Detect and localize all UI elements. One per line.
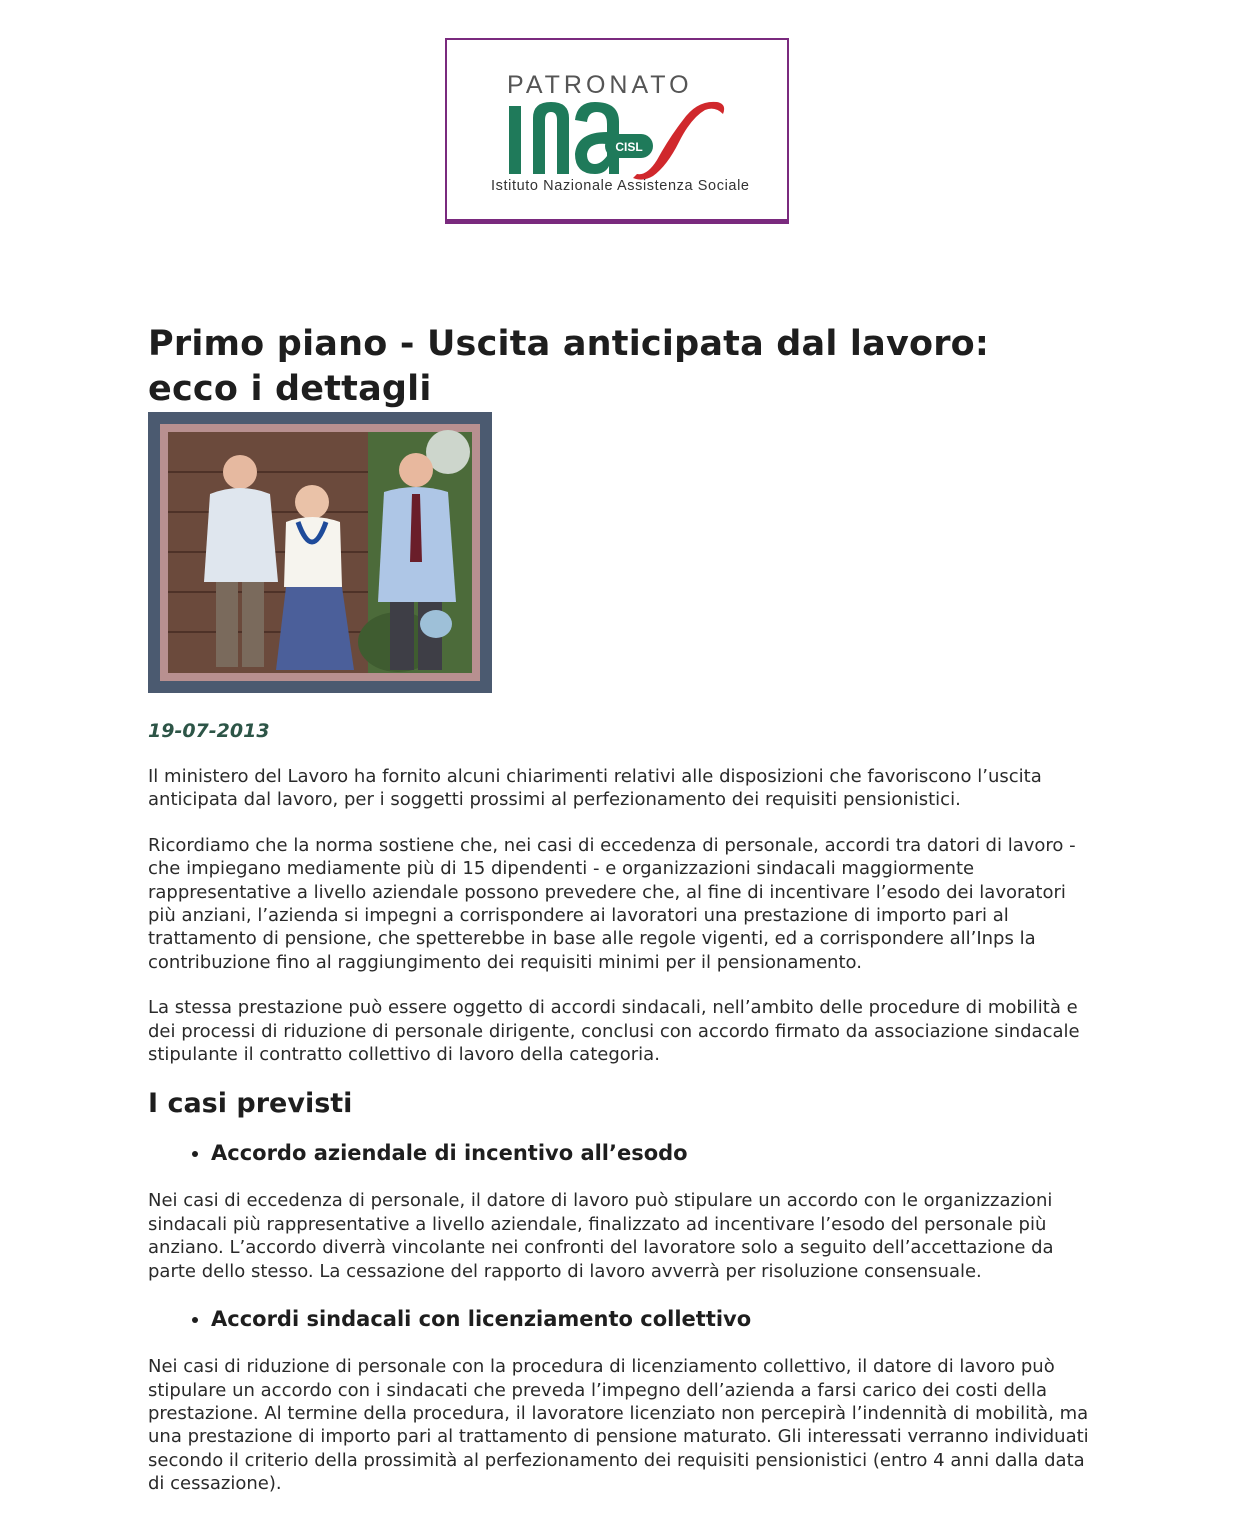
case-list (148, 1139, 1093, 1167)
article-photo (148, 412, 492, 693)
case-list (148, 1305, 1093, 1333)
article-date: 19-07-2013 (148, 720, 270, 742)
logo-bottom-text: Istituto Nazionale Assistenza Sociale (491, 178, 749, 194)
elderly-people-photo-icon (148, 412, 492, 693)
inas-logo (445, 38, 789, 224)
paragraph: La stessa prestazione può essere oggetto di accordi sindacali, nell’ambito delle procedure di mobilità e dei processi di riduzione di personale dirigente, conclusi con accordo firmato da associazione sindacale stipulante il contratto collettivo di lavoro della categoria. (148, 997, 1080, 1066)
case-title: • Accordo aziendale di incentivo all’esodo (211, 1139, 1093, 1167)
section-heading: I casi previsti (148, 1088, 353, 1120)
case-text: Nei casi di riduzione di personale con la procedura di licenziamento collettivo, il datore di lavoro può stipulare un accordo con i sindacati che preveda l’impegno dell’azienda a farsi carico dei costi della prestazione. Al termine della procedura, il lavoratore licenziato non percepirà l’indennità di mobilità, ma una prestazione di importo pari al trattamento di pensione maturato. Gli interessati verranno individuati secondo il criterio della prossimità al perfezionamento dei requisiti pensionistici (entro 4 anni dalla data di cessazione). (148, 1356, 1089, 1495)
page-title: Primo piano - Uscita anticipata dal lavoro: ecco i dettagli (148, 324, 990, 409)
logo-top-text: PATRONATO (507, 71, 693, 99)
inas-logo-graphic (447, 40, 787, 219)
logo-brand-letters (509, 102, 619, 174)
article-body (148, 765, 1093, 1518)
paragraph: Ricordiamo che la norma sostiene che, nei casi di eccedenza di personale, accordi tra datori di lavoro - che impiegano mediamente più di 15 dipendenti - e organizzazioni sindacali maggiormente rappresentative a livello aziendale possono prevedere che, al fine di incentivare l’esodo dei lavoratori più anziani, l’azienda si impegni a corrispondere ai lavoratori una prestazione di importo pari al trattamento di pensione, che spetterebbe in base alle regole vigenti, ed a corrispondere all’Inps la contribuzione fino al raggiungimento dei requisiti minimi per il pensionamento. (148, 834, 1076, 973)
cisl-badge-text: CISL (615, 140, 643, 154)
case-text: Nei casi di eccedenza di personale, il datore di lavoro può stipulare un accordo con le organizzazioni sindacali più rappresentative a livello aziendale, finalizzato ad incentivare l’esodo del personale più anziano. L’accordo diverrà vincolante nei confronti del lavoratore solo a seguito dell’accettazione da parte dello stesso. La cessazione del rapporto di lavoro avverrà per risoluzione consensuale. (148, 1190, 1054, 1282)
case-title: • Accordi sindacali con licenziamento collettivo (211, 1305, 1093, 1333)
paragraph: Il ministero del Lavoro ha fornito alcuni chiarimenti relativi alle disposizioni che favoriscono l’uscita anticipata dal lavoro, per i soggetti prossimi al perfezionamento dei requisiti pensionistici. (148, 766, 1042, 811)
